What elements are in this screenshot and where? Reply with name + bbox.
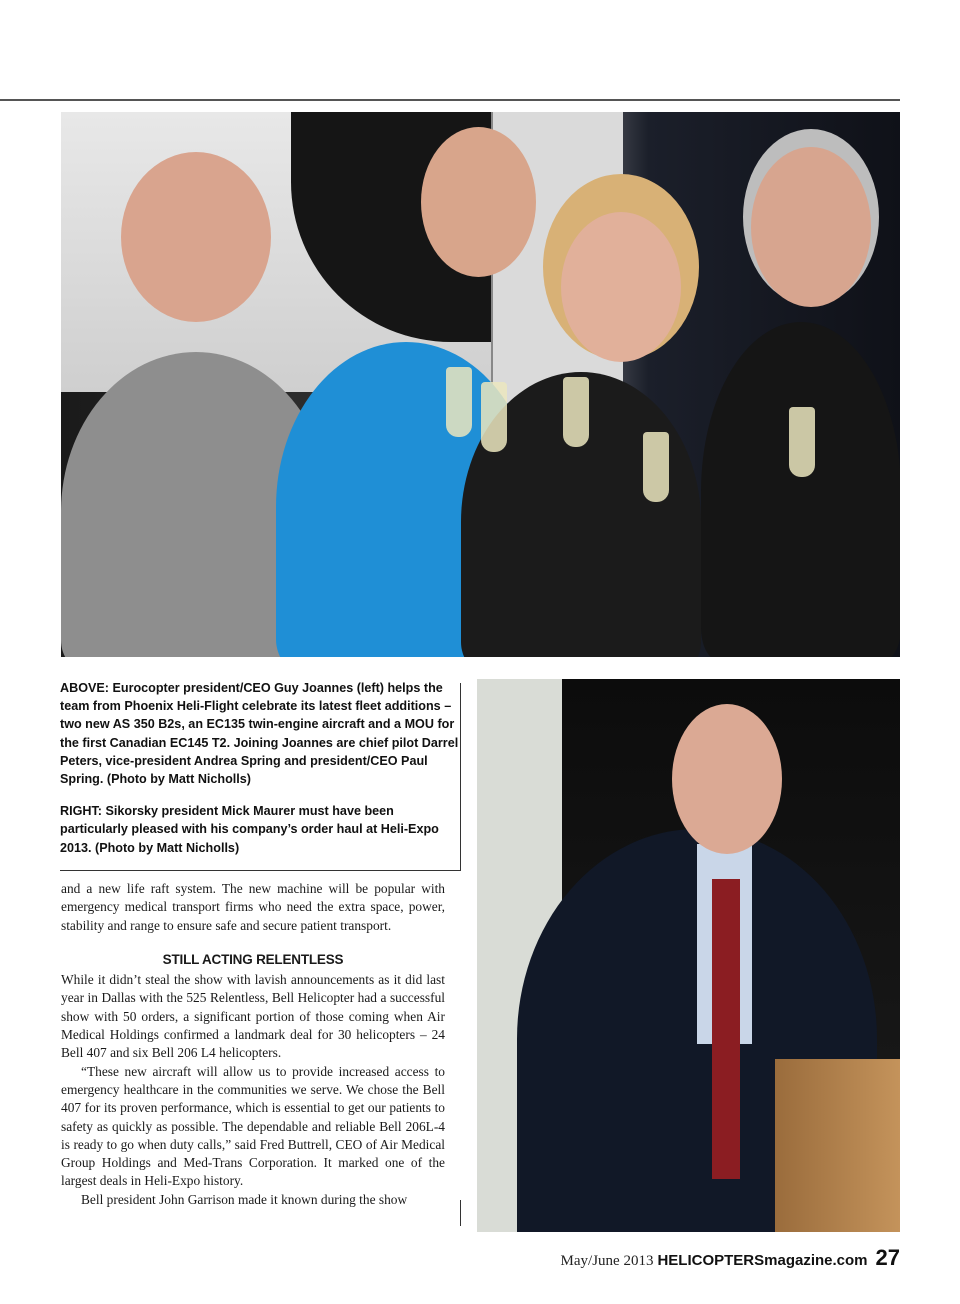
header-rule bbox=[0, 99, 900, 101]
article-paragraph: While it didn’t steal the show with lavish announcements as it did last year in Dallas with the 525 Relentless, Bell Helicopter had a successful show with 50 orders, a significant portion of those coming when Air Medical Holdings confirmed a landmark deal for 30 helicopters – 24 Bell 407 and six Bell 206 L4 helicopters. bbox=[61, 972, 445, 1061]
speaker-photo bbox=[477, 679, 900, 1232]
page-number: 27 bbox=[875, 1245, 900, 1270]
article-paragraph: “These new aircraft will allow us to provide increased access to emergency healthcare in the communities we serve. We chose the Bell 407 for its proven performance, which is essential to get our patients to safety as quickly as possible. The dependable and reliable Bell 206L-4 is ready to go when duty calls,” said Fred Buttrell, CEO of Air Medical Group Holdings and Med-Trans Corporation. It marked one of the largest deals in Heli-Expo history. bbox=[61, 1063, 445, 1189]
celebration-photo bbox=[61, 112, 900, 657]
caption-right: RIGHT: Sikorsky president Mick Maurer must have been particularly pleased with his company’s order haul at Heli-Expo 2013. (Photo by Matt Nicholls) bbox=[60, 804, 439, 855]
caption-divider bbox=[460, 683, 461, 870]
page-footer bbox=[561, 1245, 900, 1271]
column-divider bbox=[460, 1200, 461, 1226]
section-subhead: STILL ACTING RELENTLESS bbox=[162, 951, 344, 967]
caption-rule bbox=[60, 870, 461, 871]
magazine-site[interactable]: HELICOPTERSmagazine.com bbox=[657, 1252, 868, 1269]
article-paragraph: Bell president John Garrison made it known during the show bbox=[81, 1191, 408, 1207]
issue-date: May/June 2013 bbox=[560, 1253, 654, 1269]
caption-above: ABOVE: Eurocopter president/CEO Guy Joannes (left) helps the team from Phoenix Heli-Flight celebrate its latest fleet additions – two new AS 350 B2s, an EC135 twin-engine aircraft and a MOU for the first Canadian EC145 T2. Joining Joannes are chief pilot Darrel Peters, vice-president Andrea Spring and president/CEO Paul Spring. (Photo by Matt Nicholls) bbox=[60, 681, 459, 787]
article-body bbox=[61, 880, 445, 1209]
article-paragraph: and a new life raft system. The new machine will be popular with emergency medical transport firms who need the extra space, power, stability and range to ensure safe and secure patient transport. bbox=[61, 881, 445, 933]
photo-captions bbox=[60, 679, 460, 871]
